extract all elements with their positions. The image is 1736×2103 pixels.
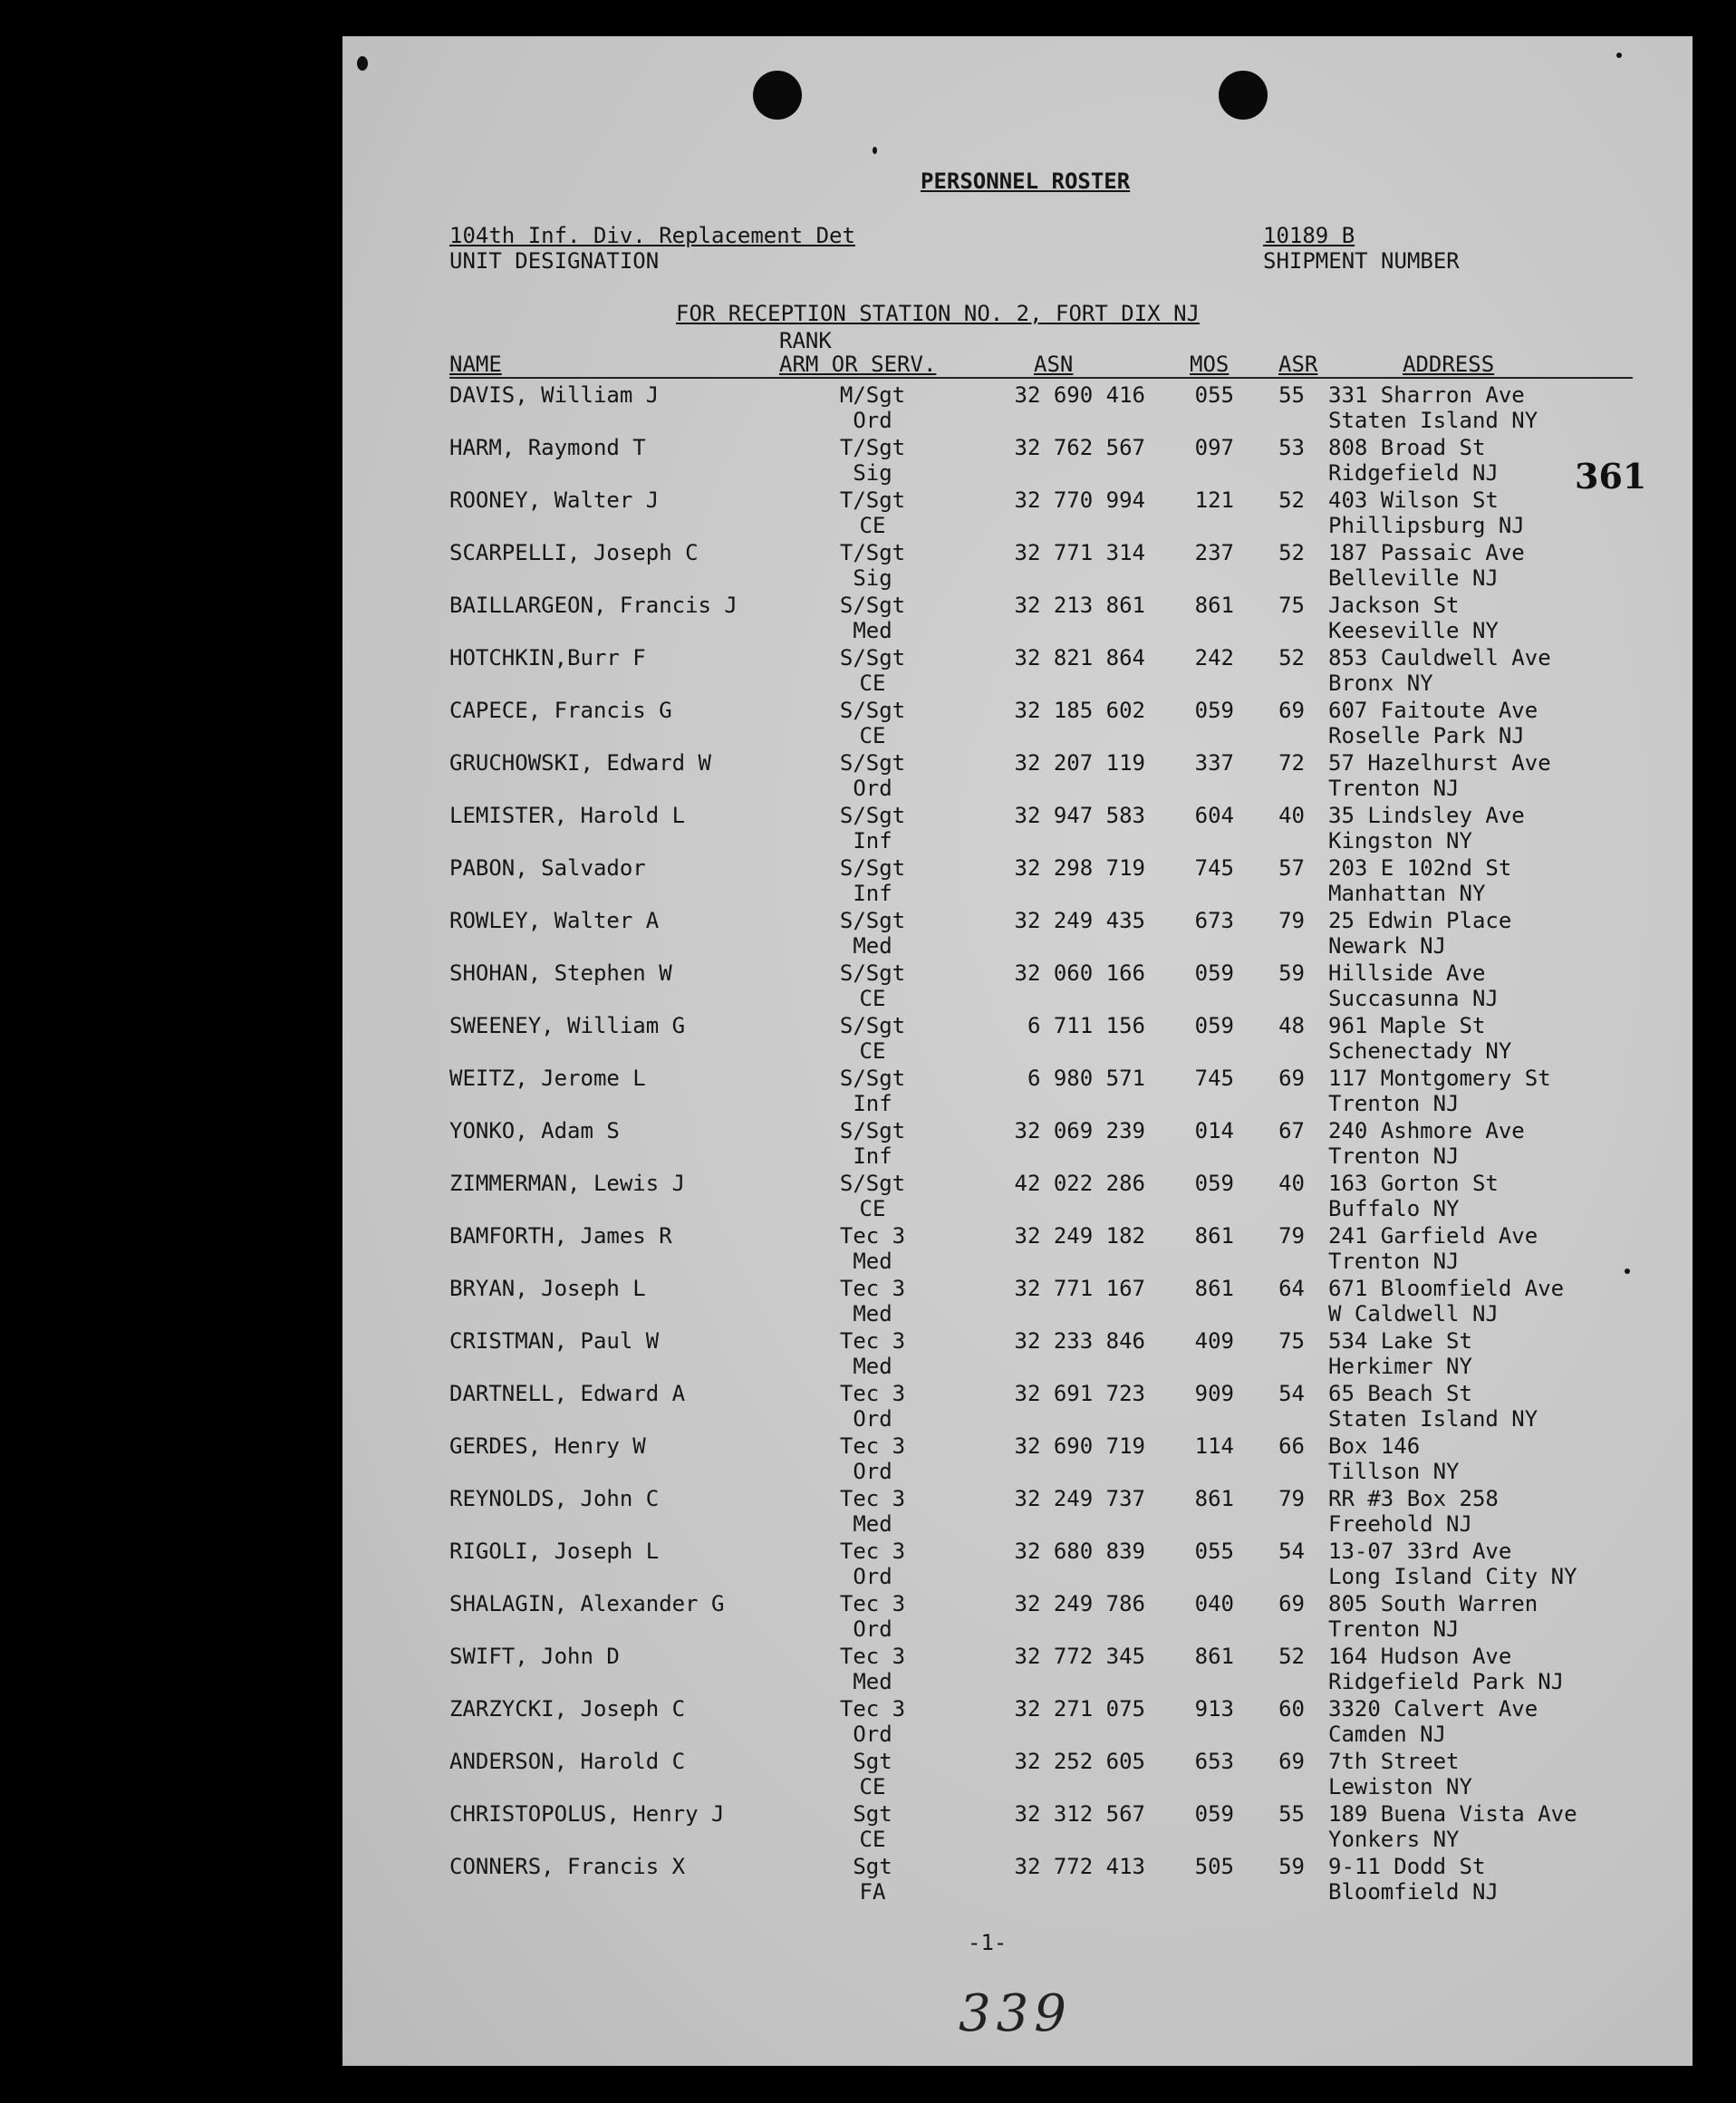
row-arm-or-serv: Ord — [853, 1616, 892, 1642]
row-address-line1: Hillside Ave — [1328, 960, 1486, 986]
row-rank: S/Sgt — [839, 1013, 906, 1038]
row-rank: S/Sgt — [839, 960, 906, 986]
row-address-line1: 7th Street — [1328, 1749, 1460, 1774]
row-asn: 32 298 719 — [1014, 855, 1145, 881]
row-asn: 32 771 314 — [1014, 540, 1145, 565]
speck — [357, 56, 368, 71]
table-row — [342, 382, 1693, 435]
table-row — [342, 1328, 1693, 1381]
row-asn: 32 312 567 — [1014, 1801, 1145, 1827]
row-rank: Tec 3 — [839, 1644, 906, 1669]
row-address-line1: 189 Buena Vista Ave — [1328, 1801, 1577, 1827]
row-rank: S/Sgt — [839, 1118, 906, 1143]
row-rank: Sgt — [853, 1854, 892, 1879]
row-address-line1: 9-11 Dodd St — [1328, 1854, 1486, 1879]
row-mos: 237 — [1194, 540, 1234, 565]
table-row — [342, 960, 1693, 1013]
row-name: LEMISTER, Harold L — [449, 803, 686, 828]
row-name: BAMFORTH, James R — [449, 1223, 672, 1249]
row-address-line1: 607 Faitoute Ave — [1328, 698, 1538, 723]
row-address-line1: 403 Wilson St — [1328, 487, 1499, 513]
table-row — [342, 855, 1693, 908]
row-arm-or-serv: Med — [853, 1301, 892, 1326]
row-asr: 60 — [1278, 1696, 1305, 1722]
row-asr: 59 — [1278, 960, 1305, 986]
row-mos: 505 — [1194, 1854, 1234, 1879]
table-row — [342, 1171, 1693, 1223]
row-mos: 114 — [1194, 1433, 1234, 1459]
row-name: SCARPELLI, Joseph C — [449, 540, 699, 565]
row-name: DAVIS, William J — [449, 382, 660, 408]
row-asr: 40 — [1278, 1171, 1305, 1196]
row-mos: 861 — [1194, 593, 1234, 618]
row-arm-or-serv: Inf — [853, 1091, 892, 1116]
row-rank: S/Sgt — [839, 750, 906, 776]
row-asn: 32 772 413 — [1014, 1854, 1145, 1879]
table-row — [342, 1801, 1693, 1854]
row-address-line2: Trenton NJ — [1328, 1091, 1460, 1116]
table-row — [342, 1644, 1693, 1696]
row-name: GERDES, Henry W — [449, 1433, 646, 1459]
row-address-line2: Staten Island NY — [1328, 408, 1538, 433]
page-number: -1- — [968, 1930, 1008, 1955]
row-name: SWEENEY, William G — [449, 1013, 686, 1038]
row-rank: Tec 3 — [839, 1591, 906, 1616]
row-arm-or-serv: FA — [859, 1879, 886, 1905]
row-asr: 48 — [1278, 1013, 1305, 1038]
row-name: CAPECE, Francis G — [449, 698, 672, 723]
row-address-line2: Lewiston NY — [1328, 1774, 1472, 1799]
row-asn: 32 249 182 — [1014, 1223, 1145, 1249]
row-mos: 059 — [1194, 960, 1234, 986]
row-asr: 66 — [1278, 1433, 1305, 1459]
row-address-line2: W Caldwell NJ — [1328, 1301, 1499, 1326]
table-row — [342, 698, 1693, 750]
row-asr: 79 — [1278, 908, 1305, 933]
row-asr: 67 — [1278, 1118, 1305, 1143]
row-rank: S/Sgt — [839, 1066, 906, 1091]
table-row — [342, 908, 1693, 960]
row-address-line2: Trenton NJ — [1328, 776, 1460, 801]
row-mos: 861 — [1194, 1223, 1234, 1249]
row-asn: 32 772 345 — [1014, 1644, 1145, 1669]
row-arm-or-serv: Ord — [853, 408, 892, 433]
row-mos: 673 — [1194, 908, 1234, 933]
row-address-line2: Schenectady NY — [1328, 1038, 1512, 1064]
row-address-line1: Box 146 — [1328, 1433, 1421, 1459]
destination: FOR RECEPTION STATION NO. 2, FORT DIX NJ — [676, 301, 1200, 326]
row-asr: 79 — [1278, 1223, 1305, 1249]
row-arm-or-serv: CE — [859, 1196, 886, 1221]
row-mos: 055 — [1194, 1539, 1234, 1564]
row-address-line2: Ridgefield NJ — [1328, 460, 1499, 486]
table-row — [342, 435, 1693, 487]
row-arm-or-serv: CE — [859, 723, 886, 748]
row-address-line2: Trenton NJ — [1328, 1249, 1460, 1274]
row-asr: 52 — [1278, 645, 1305, 670]
row-asr: 55 — [1278, 382, 1305, 408]
table-row — [342, 1749, 1693, 1801]
row-mos: 745 — [1194, 1066, 1234, 1091]
row-mos: 409 — [1194, 1328, 1234, 1354]
row-asn: 6 980 571 — [1027, 1066, 1145, 1091]
row-name: GRUCHOWSKI, Edward W — [449, 750, 711, 776]
table-row — [342, 1433, 1693, 1486]
table-row — [342, 540, 1693, 593]
row-mos: 014 — [1194, 1118, 1234, 1143]
row-asn: 32 771 167 — [1014, 1276, 1145, 1301]
row-address-line1: 25 Edwin Place — [1328, 908, 1512, 933]
row-address-line1: 3320 Calvert Ave — [1328, 1696, 1538, 1722]
row-asr: 57 — [1278, 855, 1305, 881]
row-rank: M/Sgt — [839, 382, 906, 408]
row-arm-or-serv: CE — [859, 986, 886, 1011]
row-name: ZIMMERMAN, Lewis J — [449, 1171, 686, 1196]
row-asn: 32 821 864 — [1014, 645, 1145, 670]
table-row — [342, 803, 1693, 855]
row-name: DARTNELL, Edward A — [449, 1381, 686, 1406]
row-name: BAILLARGEON, Francis J — [449, 593, 738, 618]
row-arm-or-serv: Ord — [853, 1406, 892, 1432]
row-mos: 242 — [1194, 645, 1234, 670]
row-mos: 745 — [1194, 855, 1234, 881]
row-address-line1: 805 South Warren — [1328, 1591, 1538, 1616]
row-asr: 69 — [1278, 1066, 1305, 1091]
row-address-line1: RR #3 Box 258 — [1328, 1486, 1499, 1511]
row-rank: S/Sgt — [839, 855, 906, 881]
row-asn: 32 690 719 — [1014, 1433, 1145, 1459]
row-address-line1: 57 Hazelhurst Ave — [1328, 750, 1551, 776]
row-address-line2: Newark NJ — [1328, 933, 1447, 959]
row-asn: 32 207 119 — [1014, 750, 1145, 776]
row-name: WEITZ, Jerome L — [449, 1066, 646, 1091]
column-header-rank: RANK — [779, 328, 832, 353]
row-address-line2: Tillson NY — [1328, 1459, 1460, 1484]
row-name: CONNERS, Francis X — [449, 1854, 686, 1879]
row-asr: 75 — [1278, 1328, 1305, 1354]
row-name: HARM, Raymond T — [449, 435, 646, 460]
row-name: SWIFT, John D — [449, 1644, 620, 1669]
row-mos: 059 — [1194, 1801, 1234, 1827]
row-mos: 059 — [1194, 1013, 1234, 1038]
table-row — [342, 1854, 1693, 1906]
row-address-line2: Herkimer NY — [1328, 1354, 1472, 1379]
table-row — [342, 1013, 1693, 1066]
row-asn: 32 947 583 — [1014, 803, 1145, 828]
row-name: ROWLEY, Walter A — [449, 908, 660, 933]
shipment-number-label: SHIPMENT NUMBER — [1263, 248, 1460, 274]
row-address-line1: 808 Broad St — [1328, 435, 1486, 460]
row-address-line2: Buffalo NY — [1328, 1196, 1460, 1221]
row-arm-or-serv: CE — [859, 1827, 886, 1852]
row-mos: 861 — [1194, 1276, 1234, 1301]
row-address-line1: 117 Montgomery St — [1328, 1066, 1551, 1091]
column-header-name: NAME — [449, 352, 502, 377]
row-arm-or-serv: Inf — [853, 881, 892, 906]
row-asn: 32 233 846 — [1014, 1328, 1145, 1354]
row-mos: 861 — [1194, 1644, 1234, 1669]
speck — [873, 147, 877, 154]
row-name: REYNOLDS, John C — [449, 1486, 660, 1511]
shipment-number-value: 10189 B — [1263, 223, 1355, 248]
row-asn: 32 762 567 — [1014, 435, 1145, 460]
row-mos: 604 — [1194, 803, 1234, 828]
row-asn: 32 770 994 — [1014, 487, 1145, 513]
row-name: HOTCHKIN,Burr F — [449, 645, 646, 670]
row-address-line1: Jackson St — [1328, 593, 1460, 618]
table-row — [342, 1591, 1693, 1644]
table-row — [342, 1118, 1693, 1171]
row-rank: Tec 3 — [839, 1539, 906, 1564]
row-asr: 53 — [1278, 435, 1305, 460]
row-name: SHALAGIN, Alexander G — [449, 1591, 725, 1616]
document-title: PERSONNEL ROSTER — [921, 169, 1131, 194]
row-address-line2: Camden NJ — [1328, 1722, 1447, 1747]
table-row — [342, 1539, 1693, 1591]
row-address-line1: 203 E 102nd St — [1328, 855, 1512, 881]
row-rank: S/Sgt — [839, 645, 906, 670]
row-address-line2: Long Island City NY — [1328, 1564, 1577, 1589]
row-arm-or-serv: Med — [853, 1249, 892, 1274]
row-asn: 32 691 723 — [1014, 1381, 1145, 1406]
row-asn: 32 185 602 — [1014, 698, 1145, 723]
row-asn: 32 249 737 — [1014, 1486, 1145, 1511]
row-address-line2: Bloomfield NJ — [1328, 1879, 1499, 1905]
row-asn: 32 252 605 — [1014, 1749, 1145, 1774]
row-name: PABON, Salvador — [449, 855, 646, 881]
document-page — [342, 36, 1693, 2066]
row-arm-or-serv: Ord — [853, 1564, 892, 1589]
row-address-line2: Ridgefield Park NJ — [1328, 1669, 1565, 1694]
row-arm-or-serv: CE — [859, 1774, 886, 1799]
row-mos: 913 — [1194, 1696, 1234, 1722]
table-row — [342, 487, 1693, 540]
row-asr: 55 — [1278, 1801, 1305, 1827]
row-arm-or-serv: Sig — [853, 565, 892, 591]
row-rank: S/Sgt — [839, 593, 906, 618]
punch-hole-right — [1219, 71, 1268, 120]
table-row — [342, 1381, 1693, 1433]
column-header-asr: ASR — [1278, 352, 1318, 377]
row-rank: S/Sgt — [839, 1171, 906, 1196]
row-address-line2: Trenton NJ — [1328, 1616, 1460, 1642]
row-arm-or-serv: Med — [853, 1354, 892, 1379]
row-mos: 059 — [1194, 698, 1234, 723]
unit-designation-value: 104th Inf. Div. Replacement Det — [449, 223, 855, 248]
row-arm-or-serv: Med — [853, 618, 892, 643]
table-row — [342, 1696, 1693, 1749]
row-address-line1: 187 Passaic Ave — [1328, 540, 1525, 565]
row-address-line1: 671 Bloomfield Ave — [1328, 1276, 1565, 1301]
row-rank: T/Sgt — [839, 435, 906, 460]
row-asn: 32 213 861 — [1014, 593, 1145, 618]
row-address-line2: Phillipsburg NJ — [1328, 513, 1525, 538]
row-address-line1: 164 Hudson Ave — [1328, 1644, 1512, 1669]
speck — [1616, 53, 1622, 58]
row-name: ANDERSON, Harold C — [449, 1749, 686, 1774]
row-address-line1: 35 Lindsley Ave — [1328, 803, 1525, 828]
row-address-line2: Trenton NJ — [1328, 1143, 1460, 1169]
side-page-number: 361 — [1575, 456, 1647, 497]
row-mos: 337 — [1194, 750, 1234, 776]
row-address-line1: 241 Garfield Ave — [1328, 1223, 1538, 1249]
row-rank: Sgt — [853, 1801, 892, 1827]
row-arm-or-serv: Inf — [853, 1143, 892, 1169]
row-mos: 909 — [1194, 1381, 1234, 1406]
unit-designation-label: UNIT DESIGNATION — [449, 248, 660, 274]
row-address-line2: Kingston NY — [1328, 828, 1472, 854]
row-address-line2: Freehold NJ — [1328, 1511, 1472, 1537]
row-address-line1: 65 Beach St — [1328, 1381, 1472, 1406]
row-address-line2: Manhattan NY — [1328, 881, 1486, 906]
table-row — [342, 750, 1693, 803]
row-rank: Tec 3 — [839, 1433, 906, 1459]
row-address-line1: 163 Gorton St — [1328, 1171, 1499, 1196]
table-row — [342, 593, 1693, 645]
table-row — [342, 1223, 1693, 1276]
row-address-line1: 534 Lake St — [1328, 1328, 1472, 1354]
row-asr: 59 — [1278, 1854, 1305, 1879]
row-asn: 32 271 075 — [1014, 1696, 1145, 1722]
row-mos: 097 — [1194, 435, 1234, 460]
row-asn: 32 249 786 — [1014, 1591, 1145, 1616]
row-asr: 64 — [1278, 1276, 1305, 1301]
row-arm-or-serv: Med — [853, 1511, 892, 1537]
table-row — [342, 645, 1693, 698]
row-arm-or-serv: CE — [859, 670, 886, 696]
row-arm-or-serv: Ord — [853, 776, 892, 801]
column-header-asn: ASN — [1034, 352, 1074, 377]
row-asr: 52 — [1278, 1644, 1305, 1669]
row-asn: 32 069 239 — [1014, 1118, 1145, 1143]
row-rank: T/Sgt — [839, 540, 906, 565]
row-asr: 69 — [1278, 1591, 1305, 1616]
row-address-line2: Roselle Park NJ — [1328, 723, 1525, 748]
row-asr: 40 — [1278, 803, 1305, 828]
column-header-arm-or-serv: ARM OR SERV. — [779, 352, 937, 377]
row-asn: 6 711 156 — [1027, 1013, 1145, 1038]
row-arm-or-serv: CE — [859, 1038, 886, 1064]
row-name: ROONEY, Walter J — [449, 487, 660, 513]
row-arm-or-serv: Sig — [853, 460, 892, 486]
row-mos: 055 — [1194, 382, 1234, 408]
row-asn: 32 680 839 — [1014, 1539, 1145, 1564]
row-name: ZARZYCKI, Joseph C — [449, 1696, 686, 1722]
row-address-line1: 240 Ashmore Ave — [1328, 1118, 1525, 1143]
row-arm-or-serv: Med — [853, 1669, 892, 1694]
row-rank: Tec 3 — [839, 1381, 906, 1406]
row-asr: 75 — [1278, 593, 1305, 618]
row-arm-or-serv: Ord — [853, 1722, 892, 1747]
row-asr: 69 — [1278, 698, 1305, 723]
row-rank: S/Sgt — [839, 908, 906, 933]
row-rank: Sgt — [853, 1749, 892, 1774]
row-arm-or-serv: Ord — [853, 1459, 892, 1484]
punch-hole-left — [753, 71, 802, 120]
row-rank: Tec 3 — [839, 1276, 906, 1301]
table-row — [342, 1486, 1693, 1539]
row-rank: T/Sgt — [839, 487, 906, 513]
row-asr: 54 — [1278, 1539, 1305, 1564]
row-rank: Tec 3 — [839, 1223, 906, 1249]
row-asr: 72 — [1278, 750, 1305, 776]
row-address-line2: Keeseville NY — [1328, 618, 1499, 643]
row-address-line1: 853 Cauldwell Ave — [1328, 645, 1551, 670]
row-rank: S/Sgt — [839, 803, 906, 828]
row-asn: 32 249 435 — [1014, 908, 1145, 933]
row-address-line2: Bronx NY — [1328, 670, 1433, 696]
row-asn: 32 060 166 — [1014, 960, 1145, 986]
row-asr: 52 — [1278, 540, 1305, 565]
row-rank: Tec 3 — [839, 1696, 906, 1722]
row-address-line1: 331 Sharron Ave — [1328, 382, 1525, 408]
row-asr: 69 — [1278, 1749, 1305, 1774]
row-name: BRYAN, Joseph L — [449, 1276, 646, 1301]
table-row — [342, 1276, 1693, 1328]
row-name: SHOHAN, Stephen W — [449, 960, 672, 986]
table-row — [342, 1066, 1693, 1118]
row-mos: 861 — [1194, 1486, 1234, 1511]
row-mos: 040 — [1194, 1591, 1234, 1616]
row-asr: 79 — [1278, 1486, 1305, 1511]
row-mos: 121 — [1194, 487, 1234, 513]
handwritten-number: 339 — [959, 1984, 1072, 2043]
row-rank: Tec 3 — [839, 1486, 906, 1511]
row-mos: 653 — [1194, 1749, 1234, 1774]
row-asr: 52 — [1278, 487, 1305, 513]
row-mos: 059 — [1194, 1171, 1234, 1196]
row-name: CHRISTOPOLUS, Henry J — [449, 1801, 725, 1827]
row-address-line1: 961 Maple St — [1328, 1013, 1486, 1038]
row-asr: 54 — [1278, 1381, 1305, 1406]
row-name: RIGOLI, Joseph L — [449, 1539, 660, 1564]
row-asn: 42 022 286 — [1014, 1171, 1145, 1196]
row-rank: Tec 3 — [839, 1328, 906, 1354]
row-arm-or-serv: Med — [853, 933, 892, 959]
row-arm-or-serv: CE — [859, 513, 886, 538]
row-name: YONKO, Adam S — [449, 1118, 620, 1143]
row-address-line2: Yonkers NY — [1328, 1827, 1460, 1852]
row-address-line2: Succasunna NJ — [1328, 986, 1499, 1011]
row-rank: S/Sgt — [839, 698, 906, 723]
row-arm-or-serv: Inf — [853, 828, 892, 854]
row-asn: 32 690 416 — [1014, 382, 1145, 408]
column-header-mos: MOS — [1190, 352, 1230, 377]
row-name: CRISTMAN, Paul W — [449, 1328, 660, 1354]
column-header-address: ADDRESS — [1403, 352, 1495, 377]
row-address-line2: Belleville NJ — [1328, 565, 1499, 591]
row-address-line1: 13-07 33rd Ave — [1328, 1539, 1512, 1564]
row-address-line2: Staten Island NY — [1328, 1406, 1538, 1432]
header-rule — [449, 377, 1633, 379]
